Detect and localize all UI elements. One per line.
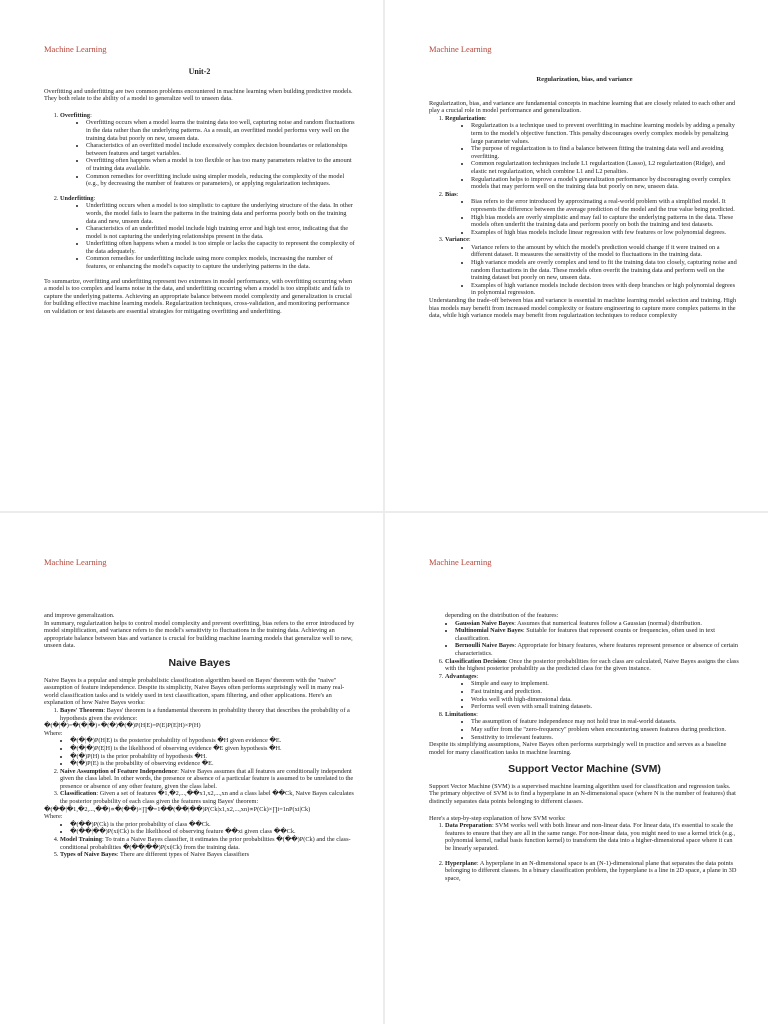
type-label: Bernoulli Naive Bayes (455, 642, 515, 650)
running-header: Machine Learning (429, 557, 492, 567)
item-label: Model Training (60, 836, 102, 844)
list-item-classification-decision (445, 658, 740, 673)
item-label: Underfitting (60, 194, 94, 202)
bullet: • �(�)P(E) is the probability of observing evidence �E. (70, 760, 355, 768)
list-item-hyperplane (445, 860, 740, 883)
svm-intro-paragraph: Support Vector Machine (SVM) is a supervised machine learning algorithm used for classification and regression tasks. The primary objective of SVM is to find a hyperplane in an N-dimensional space (where N is the number of features) that distinctly separates data points belonging to different classes. (429, 782, 736, 806)
item-text: : Given a set of features �1,�2,...,��x1,x2,...,xn and a class label ��Ck, Naive Bayes calculates the posterior probability of each class given the features using Bayes' theorem: (60, 790, 354, 806)
continued-text: depending on the distribution of the features: (445, 612, 559, 619)
item-label: Bayes' Theorem (60, 706, 104, 714)
naive-bayes-list-cont-2 (44, 836, 355, 859)
where-label: Where: (44, 813, 63, 821)
list-item-model-training (60, 836, 355, 851)
concept-list (429, 115, 740, 297)
summary-paragraph: To summarize, overfitting and underfitting represent two extremes in model performance, with overfitting occurring when a model is too complex and learns noise in the data, and underfitting occurring when a model is too simplistic and fails to capture the underlying patterns. Achieving an appropriate balance between model complexity and generalization is crucial for building effective machine learning models. Regularization techniques, cross-validation, and monitoring performance on validation or test datasets are essential strategies for mitigating overfitting and underfitting. (44, 277, 353, 316)
list-item-limitations: 8. Limitations: • The assumption of feature independence may not hold true in real-world datasets. • May suffer from the "zero-frequency" problem when encountering unseen features during prediction. • Sensitivity to irrelevant features. (445, 711, 740, 741)
bullet: • Performs well even with small training datasets. (471, 703, 740, 711)
bullet: • Characteristics of an underfitted model include high training error and high test error, indicating that the model is not capturing the underlying relationships present in the data. (86, 225, 355, 240)
running-header: Machine Learning (44, 44, 107, 54)
naive-bayes-list-cont-3 (429, 658, 740, 742)
bullet: • Simple and easy to implement. (471, 680, 740, 688)
page-2 (385, 0, 768, 511)
posterior-formula: �(��|�1,�2,...,��)∝�(��)×∏�=1��(��|��)P(Ck|x1,x2,...,xn)∝P(Ck)×∏i=1nP(xi|Ck) (44, 805, 311, 813)
bullet: • Variance refers to the amount by which the model's prediction would change if it were trained on a different dataset. It measures the sensitivity of the model to fluctuations in the training data. (471, 244, 740, 259)
type-text: : Appropriate for binary features, where features represent presence or absence of certain characteristics. (455, 642, 739, 657)
page-2-body (429, 76, 740, 320)
item-text: : Naive Bayes assumes that all features are conditionally independent given the class label. In other words, the presence or absence of a particular feature is assumed to be unrelated to the presence or absence of any other feature, given the class label. (60, 767, 354, 790)
list-item-bias: 2. Bias: • Bias refers to the error introduced by approximating a real-world problem with a simplified model. It represents the difference between the average prediction of the model and the true value being predicted. • High bias models are overly simplistic and may fail to capture the underlying patterns in the data. These models often underfit the training data and perform poorly on both the training and test datasets. • Examples of high bias models include linear regression with few features or low polynomial degrees. (445, 191, 740, 237)
item-label: Advantages (445, 672, 477, 680)
item-label: Naive Assumption of Feature Independence (60, 767, 178, 775)
item-label: Overfitting (60, 111, 91, 119)
where-label: Where: (44, 729, 63, 737)
item-label: Classification (60, 790, 97, 798)
where-bullets (44, 737, 355, 767)
item-text: : Once the posterior probabilities for each class are calculated, Naive Bayes assigns the class with the highest posterior probability as the predicted class for the given instance. (445, 657, 739, 673)
bullet-list (445, 122, 740, 190)
item-label: Variance (445, 236, 469, 244)
bullet: • �(��|��)P(xi|Ck) is the likelihood of observing feature ��xi given class ��Ck. (70, 828, 355, 836)
bayes-formula: �(�|�)=�(�|�)×�(�)�(�)P(H|E)=P(E)P(E|H)×P(H) (44, 722, 201, 730)
list-item-data-preparation (445, 822, 740, 852)
bullet-list (60, 202, 355, 270)
nb-outro-paragraph: Despite its simplifying assumptions, Naive Bayes often performs surprisingly well in practice and serves as a baseline model for many classification tasks in machine learning. (429, 741, 727, 756)
item-label: Classification Decision (445, 657, 506, 665)
bullet: • The assumption of feature independence may not hold true in real-world datasets. (471, 718, 740, 726)
nb-types-list (429, 620, 740, 658)
bullet: • The purpose of regularization is to find a balance between fitting the training data well and avoiding overfitting. (471, 145, 740, 160)
item-text: : Bayes' theorem is a fundamental theorem in probability theory that describes the probability of a hypothesis given the evidence: (60, 706, 350, 722)
list-item-underfitting: 2. Underfitting: • Underfitting occurs when a model is too simplistic to capture the underlying structure of the data. In other words, the model fails to learn the patterns in the training data and performs poorly both on the training data and new, unseen data. • Characteristics of an underfitted model include high training error and high test error, indicating that the model is not capturing the underlying relationships present in the data. • Underfitting often happens when a model is too simple or lacks the capacity to represent the complexity of the data adequately. • Common remedies for underfitting include using more complex models, increasing the number of features, or enhancing the model's capacity to capture the underlying patterns in the data. (60, 195, 355, 271)
naive-bayes-list (44, 707, 355, 722)
item-text: : There are different types of Naive Bayes classifiers (116, 851, 250, 859)
continued-text: and improve generalization. (44, 612, 115, 619)
bullet: • Characteristics of an overfitted model include excessively complex decision boundaries or relationships between features and target variables. (86, 142, 355, 157)
outro-paragraph: Understanding the trade-off between bias and variance is essential in machine learning model selection and training. High bias models may benefit from increased model complexity or feature engineering to capture more complex patterns in the data, while high variance models may benefit from regularization techniques to reduce complexity (429, 297, 737, 320)
item-label: Hyperplane (445, 859, 477, 867)
page-3 (0, 513, 383, 1024)
bullet: • �(��)P(Ck) is the prior probability of class ��Ck. (70, 821, 355, 829)
list-item-variance: 3. Variance: • Variance refers to the amount by which the model's prediction would change if it were trained on a different dataset. It measures the sensitivity of the model to fluctuations in the training data. • High variance models are overly complex and tend to fit the training data too closely, capturing noise and random fluctuations in the data. These models often overfit the training data and perform well on the training dataset but poorly on new, unseen data. • Examples of high variance models include decision trees with deep branches or high polynomial degrees in polynomial regression. (445, 236, 740, 297)
fitting-list (44, 112, 355, 271)
where-bullets (44, 821, 355, 836)
bullet-list (445, 244, 740, 297)
bullet: • �(�|�)P(E|H) is the likelihood of observing evidence �E given hypothesis �H. (70, 745, 355, 753)
unit-title: Unit-2 (188, 67, 211, 76)
page-4 (385, 513, 768, 1024)
page-1-body (44, 68, 355, 316)
bullet (455, 642, 740, 657)
page-4-body (429, 612, 740, 882)
bullet: • �(�)P(H) is the prior probability of hypothesis �H. (70, 753, 355, 761)
naive-bayes-list-cont (44, 768, 355, 806)
item-label: Limitations (445, 710, 477, 718)
bullet: • Sensitivity to irrelevant features. (471, 734, 740, 742)
list-item-classification (60, 790, 355, 805)
bullet: • Regularization is a technique used to prevent overfitting in machine learning models by adding a penalty term to the model's objective function. This penalty discourages overly complex models by penalizing large parameter values. (471, 122, 740, 145)
svm-title: Support Vector Machine (SVM) (508, 763, 661, 776)
list-item-regularization: 1. Regularization: • Regularization is a technique used to prevent overfitting in machine learning models by adding a penalty term to the model's objective function. This penalty discourages overly complex models by penalizing large parameter values. • The purpose of regularization is to find a balance between fitting the training data well and avoiding overfitting. • Common regularization techniques include L1 regularization (Lasso), L2 regularization (Ridge), and elastic net regularization, which combine L1 and L2 penalties. • Regularization helps to improve a model's generalization performance by discouraging overly complex models that may perform well on the training data but poorly on new, unseen data. (445, 115, 740, 191)
type-label: Gaussian Naive Bayes (455, 619, 515, 627)
item-label: Regularization (445, 114, 485, 122)
item-text: : SVM works well with both linear and non-linear data. For linear data, it's essential to scale the features to ensure that they are all in the same range. For non-linear data, you might need to use a kernel trick (e.g., polynomial kernel, radial basis function kernel) to transform the data into a higher-dimensional space where it can be linearly separated. (445, 822, 736, 853)
list-item-advantages: 7. Advantages: • Simple and easy to implement. • Fast training and prediction. • Works well with high-dimensional data. • Performs well even with small training datasets. (445, 673, 740, 711)
bullet: • Examples of high variance models include decision trees with deep branches or high polynomial degrees in polynomial regression. (471, 282, 740, 297)
item-label: Bias (445, 190, 457, 198)
page-1 (0, 0, 383, 511)
running-header: Machine Learning (429, 44, 492, 54)
bullet: • High bias models are overly simplistic and may fail to capture the underlying patterns in the data. These models often underfit the training data and perform poorly on both the training and test datasets. (471, 214, 740, 229)
bullet (455, 620, 740, 628)
bullet: • Common remedies for underfitting include using more complex models, increasing the number of features, or enhancing the model's capacity to capture the underlying patterns in the data. (86, 255, 355, 270)
page-3-body (44, 612, 355, 859)
intro-paragraph: Naive Bayes is a popular and simple probabilistic classification algorithm based on Bayes' theorem with the "naive" assumption of feature independence. Despite its simplicity, Naive Bayes often performs surprisingly well in many real-world classification tasks and is widely used in text classification, spam filtering, and other applications. Here's an explanation of how Naive Bayes works: (44, 676, 345, 707)
bullet: • Fast training and prediction. (471, 688, 740, 696)
item-label: Data Preparation (445, 822, 492, 830)
svm-steps-list (429, 822, 740, 882)
running-header: Machine Learning (44, 557, 107, 567)
list-item-types (60, 851, 355, 859)
bullet: • Common remedies for overfitting include using simpler models, reducing the complexity of the model (e.g., by decreasing the number of features or parameters), or applying regularization techniques. (86, 173, 355, 188)
svm-steps-intro: Here's a step-by-step explanation of how SVM works: (429, 814, 566, 822)
bullet: • May suffer from the "zero-frequency" problem when encountering unseen features during prediction. (471, 726, 740, 734)
list-item-independence (60, 768, 355, 791)
bullet-list (60, 119, 355, 187)
bullet: • Common regularization techniques include L1 regularization (Lasso), L2 regularization (Ridge), and elastic net regularization, which combine L1 and L2 penalties. (471, 160, 740, 175)
bullet-list (445, 680, 740, 710)
bullet-list (445, 718, 740, 741)
bullet: • Underfitting often happens when a model is too simple or lacks the capacity to represent the complexity of the data adequately. (86, 240, 355, 255)
bullet-list (445, 198, 740, 236)
intro-paragraph: Overfitting and underfitting are two common problems encountered in machine learning when building predictive models. They both relate to the ability of a model to generalize well to unseen data. (44, 87, 353, 103)
bullet: • Works well with high-dimensional data. (471, 696, 740, 704)
bullet: • Examples of high bias models include linear regression with few features or low polynomial degrees. (471, 229, 740, 237)
bullet: • Underfitting occurs when a model is too simplistic to capture the underlying structure of the data. In other words, the model fails to learn the patterns in the training data and performs poorly both on the training data and new, unseen data. (86, 202, 355, 225)
section-title: Regularization, bias, and variance (536, 76, 633, 83)
bullet (455, 627, 740, 642)
item-text: : To train a Naive Bayes classifier, it estimates the prior probabilities �(��)P(Ck) and the class-conditional probabilities �(��|��)P(xi|Ck) from the training data. (60, 836, 351, 851)
bullet: • Regularization helps to improve a model's generalization performance by discouraging overly complex models that may perform well on the training data but poorly on new, unseen data. (471, 176, 740, 191)
bullet: • �(�|�)P(H|E) is the posterior probability of hypothesis �H given evidence �E. (70, 737, 355, 745)
intro-paragraph: Regularization, bias, and variance are fundamental concepts in machine learning that are closely related to each other and play a crucial role in model performance and generalization. (429, 99, 736, 115)
item-label: Types of Naive Bayes (60, 851, 117, 859)
bullet: • Overfitting occurs when a model learns the training data too well, capturing noise and random fluctuations in the data rather than the underlying patterns. As a result, an overfitted model performs very well on the training data but poorly on new, unseen data. (86, 119, 355, 142)
type-text: : Suitable for features that represent counts or frequencies, often used in text classification. (455, 627, 716, 642)
bullet: • Overfitting often happens when a model is too flexible or has too many parameters relative to the amount of training data available. (86, 157, 355, 172)
list-item-bayes-theorem (60, 707, 355, 722)
bullet: • High variance models are overly complex and tend to fit the training data too closely, capturing noise and random fluctuations in the data. These models often overfit the training data and perform well on the training dataset but poorly on new, unseen data. (471, 259, 740, 282)
list-item-overfitting: 1. Overfitting: • Overfitting occurs when a model learns the training data too well, capturing noise and random fluctuations in the data rather than the underlying patterns. As a result, an overfitted model performs very well on the training data but poorly on new, unseen data. • Characteristics of an overfitted model include excessively complex decision boundaries or relationships between features and target variables. • Overfitting often happens when a model is too flexible or has too many parameters relative to the amount of training data available. • Common remedies for overfitting include using simpler models, reducing the complexity of the model (e.g., by decreasing the number of features or parameters), or applying regularization techniques. (60, 112, 355, 188)
naive-bayes-title: Naive Bayes (168, 656, 231, 669)
item-text: : A hyperplane in an N-dimensional space is an (N-1)-dimensional plane that separates the data points belonging to different classes. In a binary classification problem, the hyperplane is a line in 2D space, a plane in 3D space, (445, 859, 737, 882)
summary-paragraph: In summary, regularization helps to control model complexity and prevent overfitting, bias refers to the error introduced by model simplification, and variance refers to the model's sensitivity to fluctuations in the training data. Achieving an appropriate balance between bias and variance is crucial for building machine learning models that generalize well to new, unseen data. (44, 619, 355, 650)
bullet: • Bias refers to the error introduced by approximating a real-world problem with a simplified model. It represents the difference between the average prediction of the model and the true value being predicted. (471, 198, 740, 213)
type-label: Multinomial Naive Bayes (455, 627, 523, 635)
type-text: : Assumes that numerical features follow a Gaussian (normal) distribution. (514, 619, 702, 627)
